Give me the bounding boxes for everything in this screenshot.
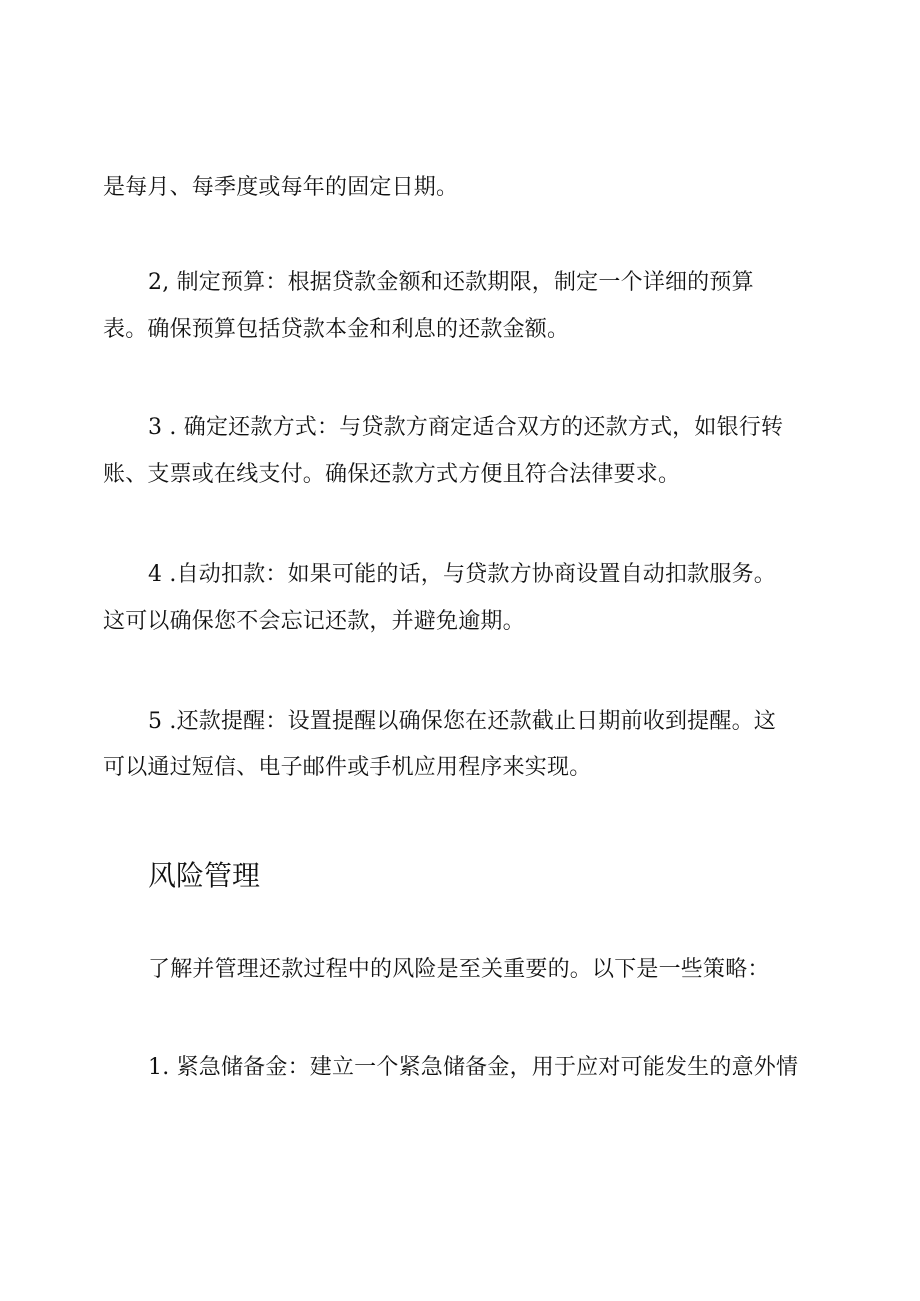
paragraph-line: 是每月、每季度或每年的固定日期。 [103,175,459,200]
paragraph-line: 3 . 确定还款方式：与贷款方商定适合双方的还款方式，如银行转 [148,415,784,440]
list-item: 1. 紧急储备金：建立一个紧急储备金，用于应对可能发生的意外情 [148,1055,799,1080]
paragraph-line: 2, 制定预算：根据贷款金额和还款期限，制定一个详细的预算 [148,270,754,295]
paragraph-line: 4 .自动扣款：如果可能的话，与贷款方协商设置自动扣款服务。 [148,562,776,587]
paragraph-line: 账、支票或在线支付。确保还款方式方便且符合法律要求。 [103,462,681,487]
section-intro: 了解并管理还款过程中的风险是至关重要的。以下是一些策略： [148,957,770,982]
paragraph-line: 这可以确保您不会忘记还款，并避免逾期。 [103,609,525,634]
paragraph-line: 可以通过短信、电子邮件或手机应用程序来实现。 [103,755,592,780]
section-heading: 风险管理 [148,859,261,892]
paragraph-line: 5 .还款提醒：设置提醒以确保您在还款截止日期前收到提醒。这 [148,709,776,734]
paragraph-line: 表。确保预算包括贷款本金和利息的还款金额。 [103,317,570,342]
